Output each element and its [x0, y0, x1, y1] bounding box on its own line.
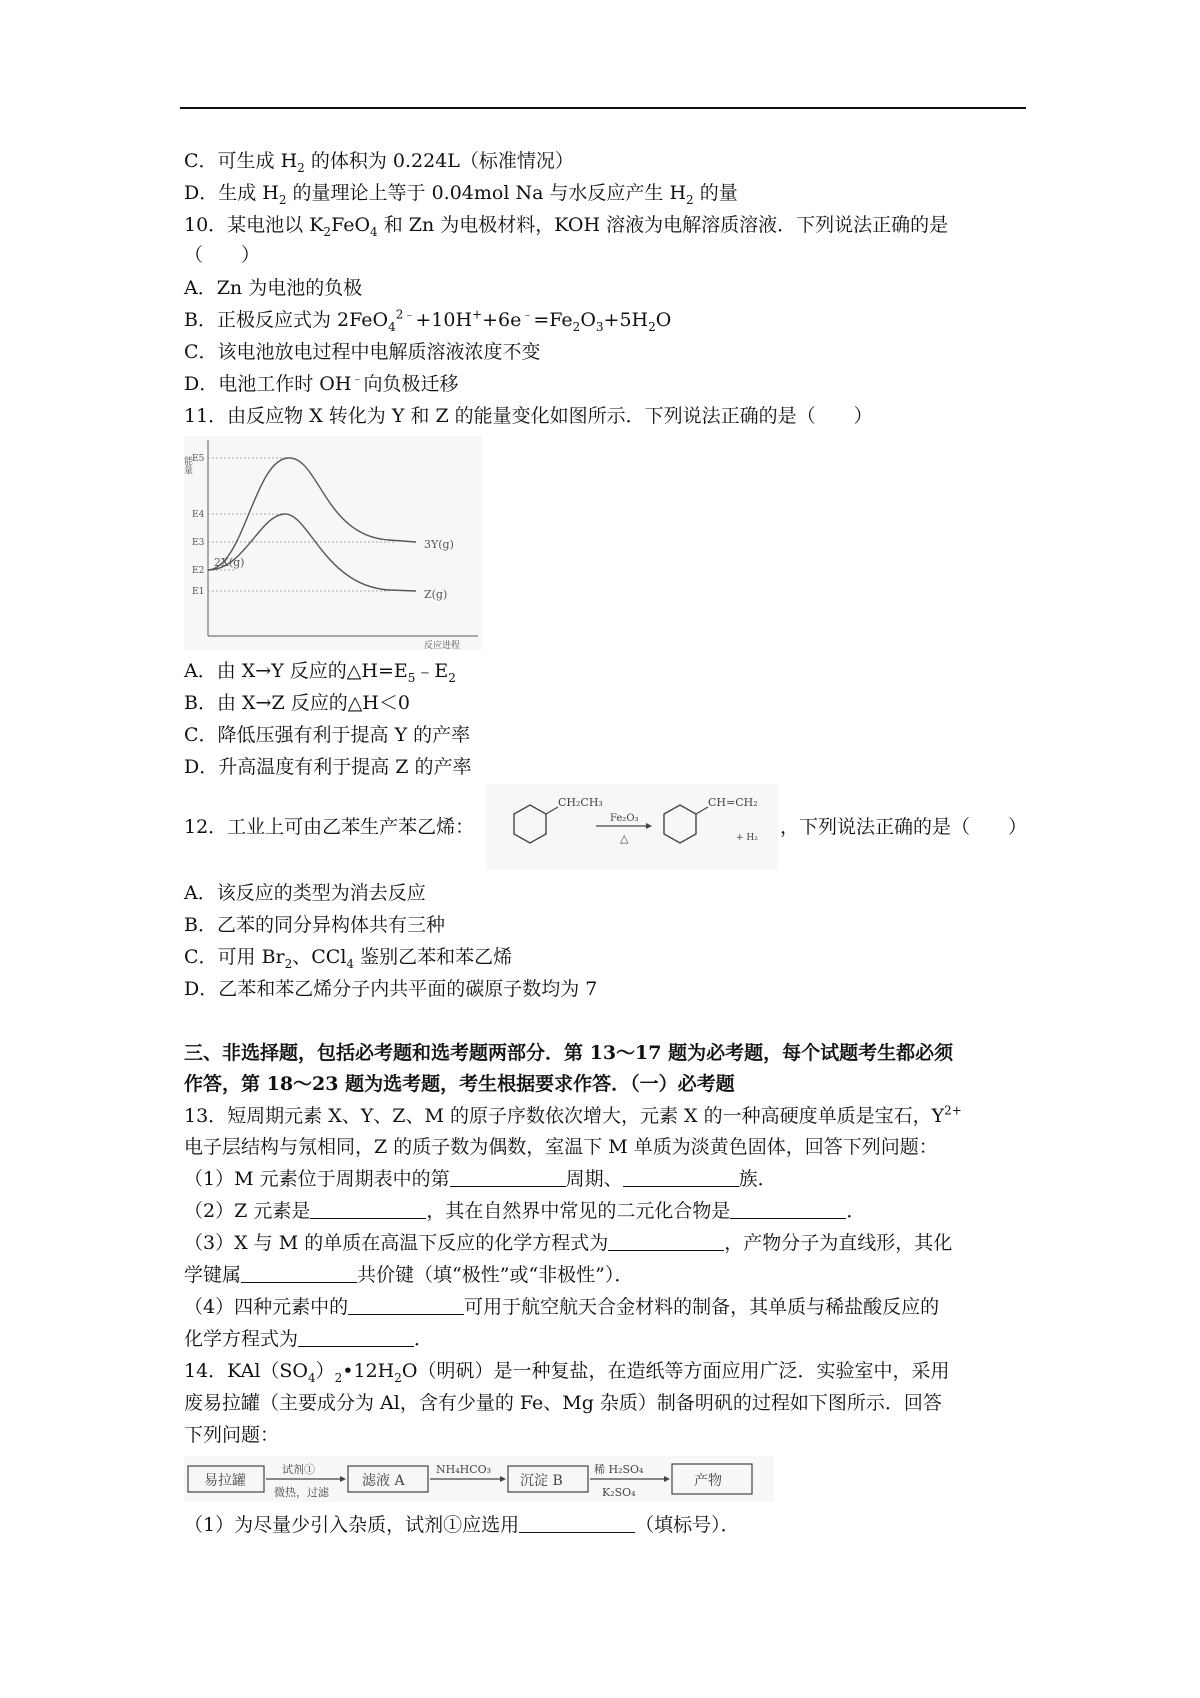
level-e5: E5 — [192, 454, 205, 464]
answer-blank[interactable] — [298, 1328, 414, 1347]
answer-blank[interactable] — [623, 1168, 739, 1187]
flow-box-can: 易拉罐 — [204, 1473, 246, 1489]
q12-option-d: D．乙苯和苯乙烯分子内共平面的碳原子数均为 7 — [184, 978, 598, 1000]
q11-energy-diagram — [184, 436, 482, 650]
q12-reaction-scheme — [486, 784, 778, 870]
q12-option-b: B．乙苯的同分异构体共有三种 — [184, 914, 445, 936]
progress-axis-label: 反应进程 — [424, 641, 461, 651]
section3-heading-line1: 三、非选择题，包括必考题和选考题两部分．第 13～17 题为必考题，每个试题考生都必须 — [184, 1042, 954, 1064]
q13-part2: （2）Z 元素是 ，其在自然界中常见的二元化合物是 ． — [184, 1200, 866, 1222]
q12-option-c: C．可用 $Br_2$、CCl$_4$ 鉴别乙苯和苯乙烯 — [184, 946, 513, 971]
header-rule — [180, 107, 1026, 109]
q14-stem-line1: 14．$KAl(SO_4)_2•12H_2O$（明矾）是一种复盐，在造纸等方面应用广泛．实验室中，采用 — [184, 1360, 950, 1385]
answer-blank[interactable] — [519, 1514, 635, 1533]
q10-answer-paren: （ ） — [184, 244, 261, 266]
q13-stem-line2: 电子层结构与氖相同，Z 的质子数为偶数，室温下 M 单质为淡黄色固体，回答下列问题： — [184, 1136, 938, 1158]
flow-arrow3-reagent: 稀 H₂SO₄ — [594, 1463, 644, 1476]
q14-stem-line2: 废易拉罐（主要成分为 Al，含有少量的 Fe、Mg 杂质）制备明矾的过程如下图所示．回答 — [184, 1392, 942, 1414]
q13-part4-line2: 化学方程式为 ． — [184, 1328, 434, 1350]
answer-blank[interactable] — [730, 1200, 846, 1219]
flow-arrow1-reagent: 试剂① — [282, 1463, 315, 1476]
flow-box-precipitate-b: 沉淀 B — [520, 1473, 563, 1489]
q11-option-b: B．由 X→Z 反应的△H＜0 — [184, 692, 410, 714]
level-e1: E1 — [192, 587, 205, 597]
q13-stem-line1: 13．短周期元素 X、Y、Z、M 的原子序数依次增大，元素 X 的一种高硬度单质是宝石，$Y^{2+}$ — [184, 1103, 962, 1127]
hydrogen-byproduct: + H₂ — [736, 833, 758, 843]
heat-condition-label: △ — [620, 832, 629, 845]
curve-label-3y: 3Y(g) — [424, 538, 454, 551]
flow-arrow2-reagent: NH₄HCO₃ — [436, 1463, 492, 1476]
q14-part1: （1）为尽量少引入杂质，试剂①应选用 （填标号）． — [184, 1514, 740, 1536]
q13-part4-line1: （4）四种元素中的 可用于航空航天合金材料的制备，其单质与稀盐酸反应的 — [184, 1296, 940, 1318]
q12-stem-prefix: 12．工业上可由乙苯生产苯乙烯： — [184, 816, 475, 838]
vinyl-group-label: CH=CH₂ — [708, 796, 758, 809]
q14-flowchart — [184, 1456, 774, 1502]
q9-option-c: C．可生成 $H_2$ 的体积为 0.224L（标准情况） — [184, 150, 574, 175]
curve-label-2x: 2X(g) — [214, 556, 245, 569]
section3-heading-line2: 作答，第 18～23 题为选考题，考生根据要求作答．（一）必考题 — [184, 1073, 735, 1095]
level-e2: E2 — [192, 566, 205, 576]
q10-option-a: A．Zn 为电池的负极 — [184, 277, 363, 299]
q10-option-b: B．正极反应式为 $2FeO_4^{2﹣}+10H^++6e^﹣=Fe_2O_3+5H_2O$ — [184, 307, 672, 334]
q11-option-a: A．由 X→Y 反应的$\triangle H=E_5﹣E_2$ — [184, 660, 456, 685]
curve-label-z: Z(g) — [424, 588, 448, 601]
q9-option-d: D．生成 $H_2$ 的量理论上等于 0.04mol Na 与水反应产生 $H_2$ 的量 — [184, 182, 738, 207]
q14-stem-line3: 下列问题： — [184, 1424, 280, 1446]
energy-axis-label: 能量 — [182, 456, 192, 474]
q12-option-a: A．该反应的类型为消去反应 — [184, 882, 426, 904]
ethyl-group-label: CH₂CH₃ — [558, 796, 603, 809]
q11-option-d: D．升高温度有利于提高 Z 的产率 — [184, 756, 472, 778]
level-e3: E3 — [192, 538, 205, 548]
level-e4: E4 — [192, 510, 205, 520]
flow-arrow1-condition: 微热，过滤 — [274, 1486, 329, 1499]
answer-blank[interactable] — [348, 1296, 464, 1315]
q13-part3-line1: （3）X 与 M 的单质在高温下反应的化学方程式为 ，产物分子为直线形，其化 — [184, 1232, 953, 1254]
flow-box-product: 产物 — [694, 1473, 722, 1489]
q11-option-c: C．降低压强有利于提高 Y 的产率 — [184, 724, 471, 746]
answer-blank[interactable] — [310, 1200, 426, 1219]
answer-blank[interactable] — [450, 1168, 566, 1187]
answer-blank[interactable] — [608, 1232, 724, 1251]
flow-arrow3-reagent2: K₂SO₄ — [602, 1486, 636, 1499]
catalyst-label: Fe₂O₃ — [610, 813, 639, 824]
q10-stem: 10．某电池以 $K_2FeO_4$ 和 Zn 为电极材料，KOH 溶液为电解溶质溶液．下列说法正确的是 — [184, 214, 949, 239]
q13-part1: （1）M 元素位于周期表中的第 周期、 族． — [184, 1168, 777, 1190]
answer-blank[interactable] — [241, 1264, 357, 1283]
q13-part3-line2: 学键属 共价键（填“极性”或“非极性”）． — [184, 1264, 634, 1286]
q10-option-c: C．该电池放电过程中电解质溶液浓度不变 — [184, 341, 541, 363]
flow-box-filtrate-a: 滤液 A — [362, 1473, 405, 1489]
q11-stem: 11．由反应物 X 转化为 Y 和 Z 的能量变化如图所示．下列说法正确的是（ ） — [184, 405, 873, 427]
q12-stem-suffix: ，下列说法正确的是（ ） — [780, 816, 1028, 838]
q10-option-d: D．电池工作时 OH﹣向负极迁移 — [184, 371, 459, 395]
